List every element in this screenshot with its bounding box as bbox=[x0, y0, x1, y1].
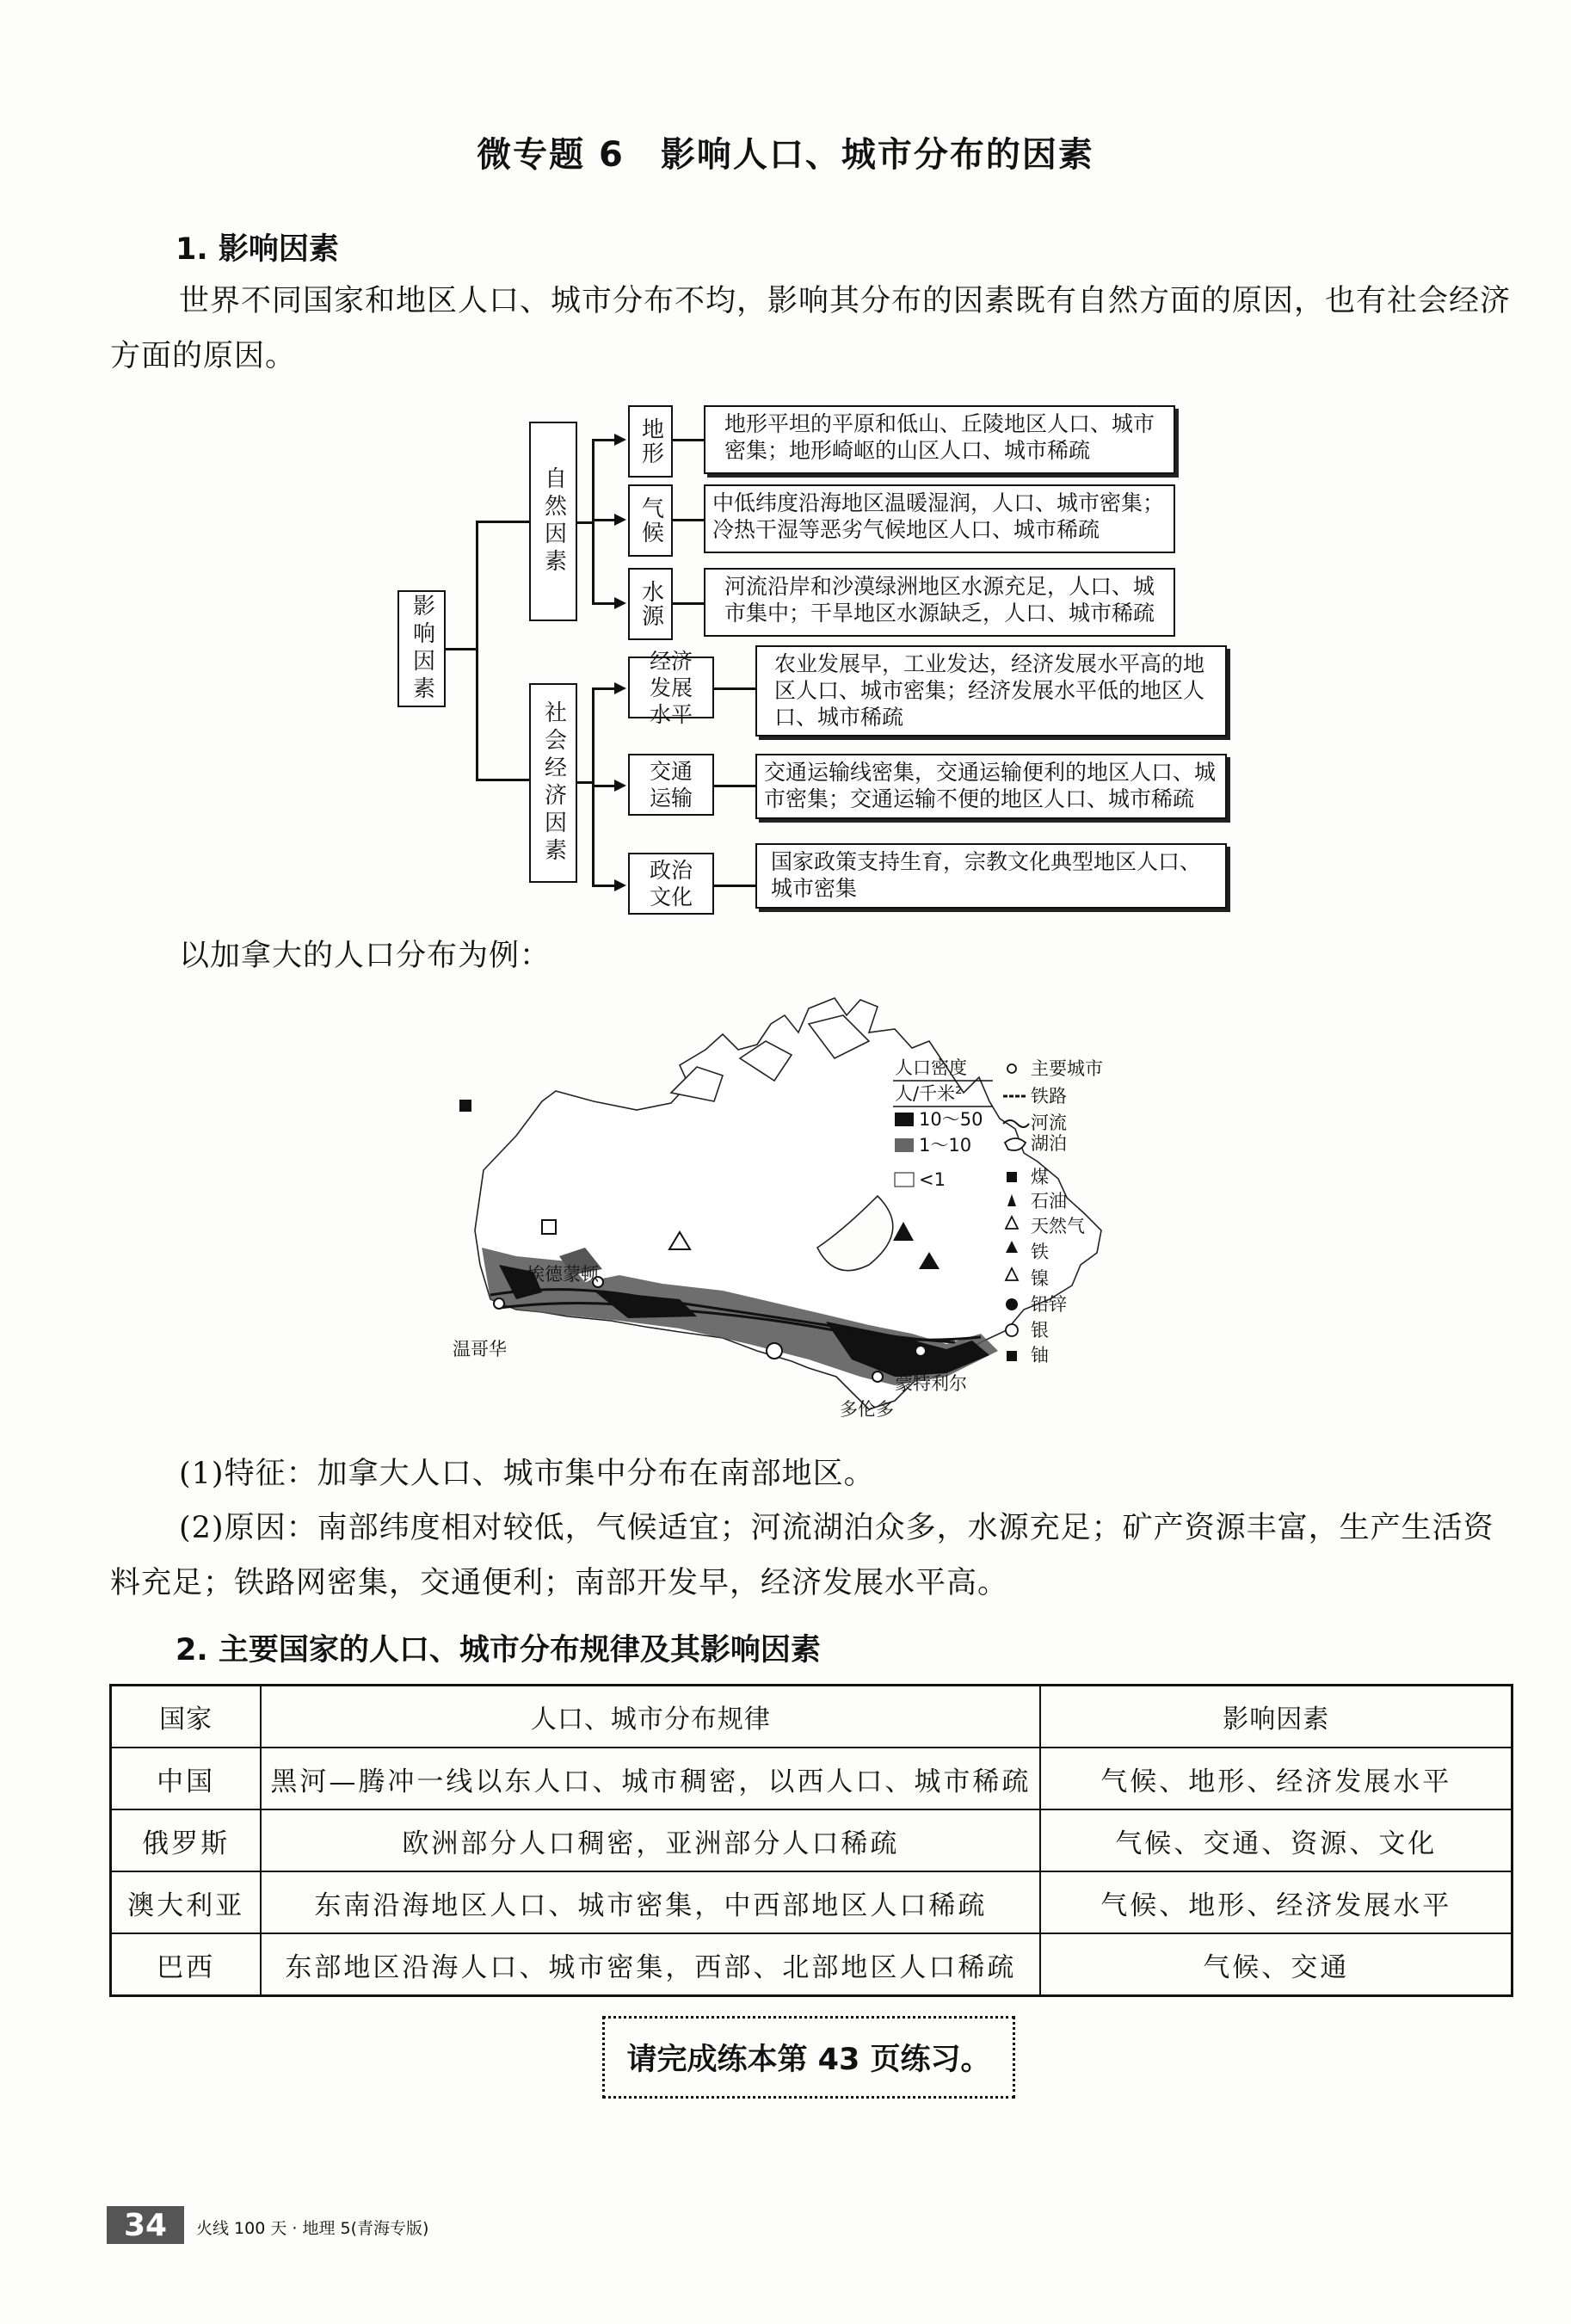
country-table bbox=[109, 1684, 1513, 1997]
table-cell: 气候、地形、经济发展水平 bbox=[1040, 1748, 1512, 1809]
city-vancouver-marker bbox=[494, 1298, 504, 1309]
table-cell: 东部地区沿海人口、城市密集，西部、北部地区人口稀疏 bbox=[261, 1933, 1040, 1996]
legend-oil: 石油 bbox=[1031, 1191, 1067, 1211]
table-cell: 俄罗斯 bbox=[111, 1809, 262, 1871]
factor-label-terrain: 地形 bbox=[628, 405, 673, 478]
legend-uranium: 铀 bbox=[1031, 1345, 1049, 1365]
section-heading-1: 1. 影响因素 bbox=[176, 232, 339, 267]
table-header: 人口、城市分布规律 bbox=[261, 1686, 1040, 1748]
factor-label-transport: 交通运输 bbox=[628, 754, 714, 816]
legend-density-high: 10～50 bbox=[919, 1109, 983, 1130]
legend-gas: 天然气 bbox=[1031, 1216, 1085, 1236]
table-cell: 中国 bbox=[111, 1748, 262, 1809]
factor-desc-politics: 国家政策支持生育，宗教文化典型地区人口、城市密集 bbox=[755, 843, 1227, 909]
table-cell: 巴西 bbox=[111, 1933, 262, 1996]
natural-factor-box: 自然因素 bbox=[529, 422, 577, 621]
table-cell: 气候、交通、资源、文化 bbox=[1040, 1809, 1512, 1871]
page-number: 34 bbox=[107, 2206, 184, 2244]
table-row bbox=[111, 1809, 1512, 1871]
city-label-toronto: 多伦多 bbox=[840, 1399, 894, 1420]
feature-text: (1)特征：加拿大人口、城市集中分布在南部地区。 bbox=[179, 1457, 875, 1491]
table-cell: 东南沿海地区人口、城市密集，中西部地区人口稀疏 bbox=[261, 1871, 1040, 1933]
factor-desc-water: 河流沿岸和沙漠绿洲地区水源充足，人口、城市集中；干旱地区水源缺乏，人口、城市稀疏 bbox=[704, 568, 1175, 637]
table-cell: 欧洲部分人口稠密，亚洲部分人口稀疏 bbox=[261, 1809, 1040, 1871]
book-footer: 火线 100 天 · 地理 5(青海专版) bbox=[196, 2219, 429, 2238]
city-label-vancouver: 温哥华 bbox=[453, 1339, 507, 1359]
legend-title: 人口密度 bbox=[895, 1057, 967, 1078]
uranium-symbol bbox=[542, 1220, 556, 1234]
legend-city: 主要城市 bbox=[1031, 1058, 1103, 1079]
practice-note: 请完成练本第 43 页练习。 bbox=[602, 2016, 1015, 2099]
silver-symbol bbox=[767, 1343, 782, 1359]
factor-desc-climate: 中低纬度沿海地区温暖湿润，人口、城市密集；冷热干湿等恶劣气候地区人口、城市稀疏 bbox=[704, 484, 1175, 553]
social-factor-box: 社会经济因素 bbox=[529, 683, 577, 883]
table-cell: 气候、地形、经济发展水平 bbox=[1040, 1871, 1512, 1933]
city-label-edmonton: 埃德蒙顿 bbox=[527, 1264, 599, 1285]
table-header: 国家 bbox=[111, 1686, 262, 1748]
table-row bbox=[111, 1871, 1512, 1933]
table-header-row bbox=[111, 1686, 1512, 1748]
table-row bbox=[111, 1748, 1512, 1809]
legend-silver: 银 bbox=[1031, 1320, 1049, 1341]
legend-nickel: 镍 bbox=[1031, 1268, 1049, 1289]
coal-symbol bbox=[459, 1100, 471, 1112]
example-intro: 以加拿大的人口分布为例： bbox=[179, 939, 551, 973]
table-row bbox=[111, 1933, 1512, 1996]
city-label-montreal: 蒙特利尔 bbox=[895, 1373, 967, 1394]
root-box: 影响因素 bbox=[397, 590, 446, 707]
factor-label-water: 水源 bbox=[628, 568, 673, 640]
factor-label-economy: 经济发展水平 bbox=[628, 657, 714, 718]
factor-label-climate: 气候 bbox=[628, 484, 673, 557]
factor-desc-economy: 农业发展早，工业发达，经济发展水平高的地区人口、城市密集；经济发展水平低的地区人口、城市稀疏 bbox=[755, 645, 1227, 737]
legend-lake: 湖泊 bbox=[1031, 1133, 1067, 1154]
reason-text: (2)原因：南部纬度相对较低，气候适宜；河流湖泊众多，水源充足；矿产资源丰富，生产生活资料充足；铁路网密集，交通便利；南部开发早，经济发展水平高。 bbox=[110, 1511, 1494, 1600]
factor-desc-terrain: 地形平坦的平原和低山、丘陵地区人口、城市密集；地形崎岖的山区人口、城市稀疏 bbox=[704, 405, 1175, 474]
city-montreal-marker bbox=[915, 1346, 926, 1356]
table-header: 影响因素 bbox=[1040, 1686, 1512, 1748]
table-cell: 澳大利亚 bbox=[111, 1871, 262, 1933]
legend-lead-zinc: 铅锌 bbox=[1031, 1294, 1067, 1315]
table-cell: 黑河—腾冲一线以东人口、城市稠密，以西人口、城市稀疏 bbox=[261, 1748, 1040, 1809]
section-heading-2: 2. 主要国家的人口、城市分布规律及其影响因素 bbox=[176, 1633, 821, 1667]
table-cell: 气候、交通 bbox=[1040, 1933, 1512, 1996]
legend-unit: 人/千米² bbox=[895, 1083, 963, 1104]
factor-desc-transport: 交通运输线密集，交通运输便利的地区人口、城市密集；交通运输不便的地区人口、城市稀疏 bbox=[755, 754, 1227, 819]
canada-population-map bbox=[453, 972, 1153, 1437]
factor-label-politics: 政治文化 bbox=[628, 853, 714, 915]
page-title: 微专题 6 影响人口、城市分布的因素 bbox=[477, 135, 1094, 175]
legend-railway: 铁路 bbox=[1031, 1086, 1067, 1107]
legend-density-mid: 1～10 bbox=[919, 1135, 972, 1156]
city-toronto-marker bbox=[872, 1372, 883, 1382]
intro-paragraph: 世界不同国家和地区人口、城市分布不均，影响其分布的因素既有自然方面的原因，也有社会经济方面的原因。 bbox=[110, 284, 1512, 373]
legend-density-low: <1 bbox=[919, 1169, 946, 1190]
legend-iron: 铁 bbox=[1031, 1242, 1049, 1262]
legend-coal: 煤 bbox=[1031, 1167, 1049, 1187]
legend-river: 河流 bbox=[1031, 1113, 1067, 1133]
